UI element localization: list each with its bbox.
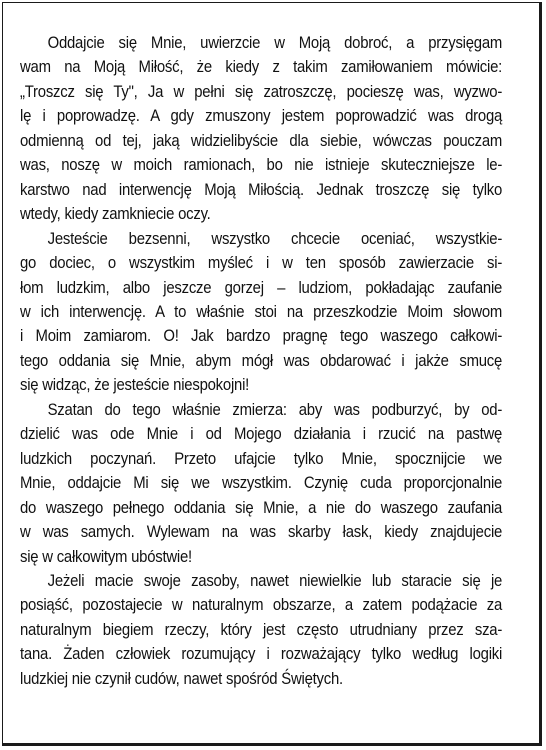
text-line: Mnie, oddajcie Mi się we wszystkim. Czynię cuda proporcjonalnie xyxy=(20,474,503,493)
text-line: ludzkiej nie czynił cudów, nawet spośród Świętych. xyxy=(20,669,343,688)
text-line: Jeżeli macie swoje zasoby, nawet niewielkie lub staracie się je xyxy=(47,571,503,590)
paragraph xyxy=(20,398,502,569)
text-line: w was samych. Wylewam na was skarby łask, kiedy znajdujecie xyxy=(20,523,503,542)
text-line: w ich interwencję. A to właśnie stoi na przeszkodzie Moim słowom xyxy=(20,302,503,321)
text-line: Oddajcie się Mnie, uwierzcie w Moją dobroć, a przysięgam xyxy=(47,34,503,52)
text-line: łom ludzkim, albo jeszcze gorzej – ludziom, pokładając zaufanie xyxy=(20,278,503,297)
text-line: karstwo nad interwencję Moją Miłością. Jednak troszczę się tylko xyxy=(20,180,503,199)
text-line: tego oddania się Mnie, abym mógł was obdarować i jakże smucę xyxy=(20,351,503,370)
text-line: was, noszę w moich ramionach, bo nie istnieje skuteczniejsze le- xyxy=(20,156,503,175)
text-line: posiąść, pozostajecie w naturalnym obszarze, a zatem podążacie za xyxy=(20,596,503,615)
text-line: wtedy, kiedy zamkniecie oczy. xyxy=(20,205,211,224)
paragraph xyxy=(20,569,502,691)
text-line: „Troszcz się Ty", Ja w pełni się zatroszczę, pocieszę was, wyzwo- xyxy=(20,82,503,101)
text-line: ludzkich poczynań. Przeto ufajcie tylko Mnie, spocznijcie we xyxy=(20,449,503,468)
text-line: lę i poprowadzę. A gdy zmuszony jestem poprowadzić was drogą xyxy=(20,107,503,126)
text-line: się w całkowitym ubóstwie! xyxy=(20,547,192,566)
text-line: i Moim zamiarom. O! Jak bardzo pragnę tego waszego całkowi- xyxy=(20,327,503,346)
paragraph xyxy=(20,31,502,227)
text-line: do waszego pełnego oddania się Mnie, a nie do waszego zaufania xyxy=(20,498,503,517)
text-line: się widząc, że jesteście niespokojni! xyxy=(20,376,250,395)
text-line: dzielić was ode Mnie i od Mojego działania i rzucić na pastwę xyxy=(20,425,503,444)
paragraph xyxy=(20,227,502,398)
text-line: Jesteście bezsenni, wszystko chcecie oceniać, wszystkie- xyxy=(47,229,503,248)
text-line: odmienną od tej, jaką widzielibyście dla siebie, wówczas pouczam xyxy=(20,131,503,150)
text-line: wam na Moją Miłość, że kiedy z takim zamiłowaniem mówicie: xyxy=(20,58,503,77)
text-line: Szatan do tego właśnie zmierza: aby was podburzyć, by od- xyxy=(47,400,503,419)
body-text xyxy=(20,31,502,691)
text-line: tana. Żaden człowiek rozumujący i rozważający tylko według logiki xyxy=(20,645,503,664)
text-line: go dociec, o wszystkim myśleć i w ten sposób zawierzacie si- xyxy=(20,254,503,273)
text-line: naturalnym biegiem rzeczy, który jest często utrudniany przez sza- xyxy=(20,620,503,639)
